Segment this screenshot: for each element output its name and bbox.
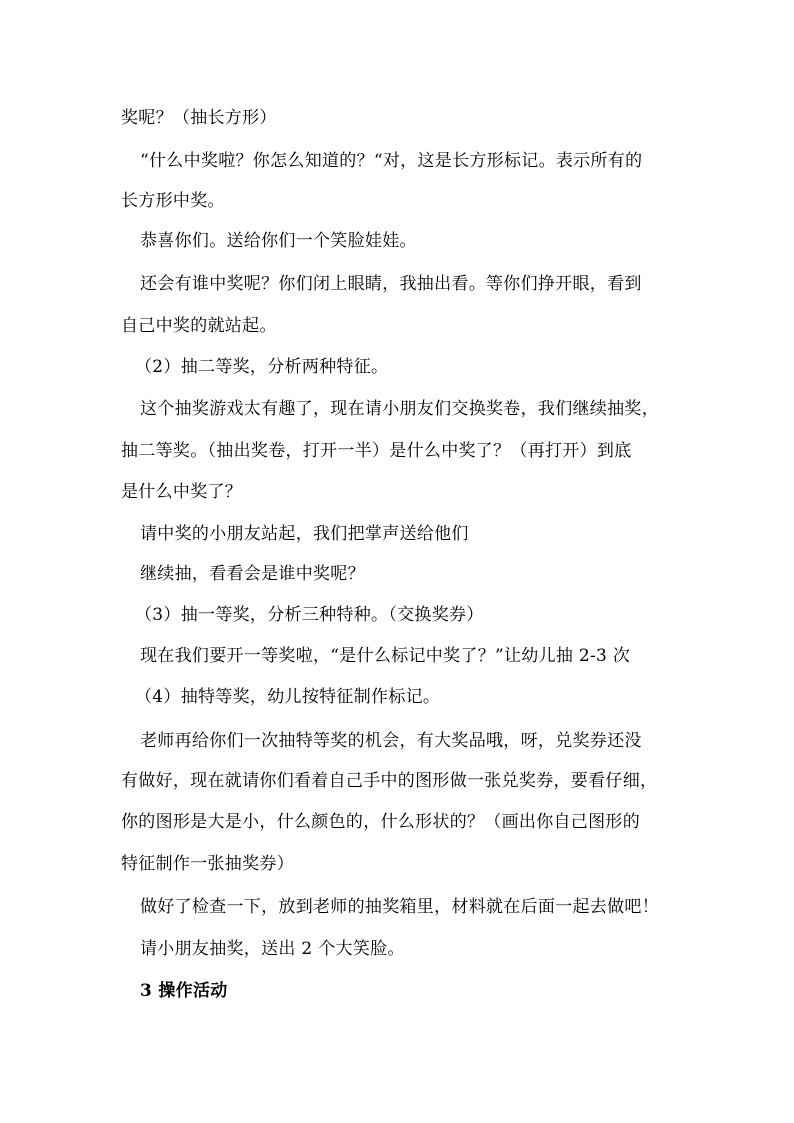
text-line-10: 是什么中奖了？ xyxy=(121,482,243,502)
text-line-4: 恭喜你们。送给你们一个笑脸娃娃。 xyxy=(140,231,417,251)
text-line-11: 请中奖的小朋友站起，我们把掌声送给他们 xyxy=(140,524,469,544)
section-heading-operation-activity: 3 操作活动 xyxy=(140,981,228,1001)
text-line-7: （2）抽二等奖，分析两种特征。 xyxy=(135,357,389,377)
text-line-19: 特征制作一张抽奖券） xyxy=(121,854,294,874)
text-line-16: 老师再给你们一次抽特等奖的机会，有大奖品哦，呀，兑奖券还没 xyxy=(140,731,642,751)
text-line-2: “什么中奖啦？你怎么知道的？“对，这是长方形标记。表示所有的 xyxy=(140,151,643,171)
text-line-14: 现在我们要开一等奖啦，“是什么标记中奖了？”让幼儿抽 2-3 次 xyxy=(140,646,631,666)
text-line-15: （4）抽特等奖，幼儿按特征制作标记。 xyxy=(135,687,441,707)
text-line-17: 有做好，现在就请你们看着自己手中的图形做一张兑奖券，要看仔细， xyxy=(121,771,658,791)
text-line-13: （3）抽一等奖，分析三种特种。（交换奖券） xyxy=(135,605,484,625)
text-line-9: 抽二等奖。（抽出奖卷，打开一半）是什么中奖了？（再打开）到底 xyxy=(121,441,632,461)
text-line-3: 长方形中奖。 xyxy=(121,191,225,211)
text-line-1: 奖呢？（抽长方形） xyxy=(121,108,277,128)
text-line-18: 你的图形是大是小，什么颜色的，什么形状的？（画出你自己图形的 xyxy=(121,812,640,832)
text-line-6: 自己中奖的就站起。 xyxy=(121,316,277,336)
text-line-20: 做好了检查一下，放到老师的抽奖箱里，材料就在后面一起去做吧！ xyxy=(140,897,659,917)
text-line-12: 继续抽，看看会是谁中奖呢？ xyxy=(140,564,365,584)
text-line-8: 这个抽奖游戏太有趣了，现在请小朋友们交换奖卷，我们继续抽奖， xyxy=(140,399,659,419)
text-line-5: 还会有谁中奖呢？你们闭上眼睛，我抽出看。等你们挣开眼，看到 xyxy=(140,274,642,294)
text-line-21: 请小朋友抽奖，送出 2 个大笑脸。 xyxy=(140,939,405,959)
